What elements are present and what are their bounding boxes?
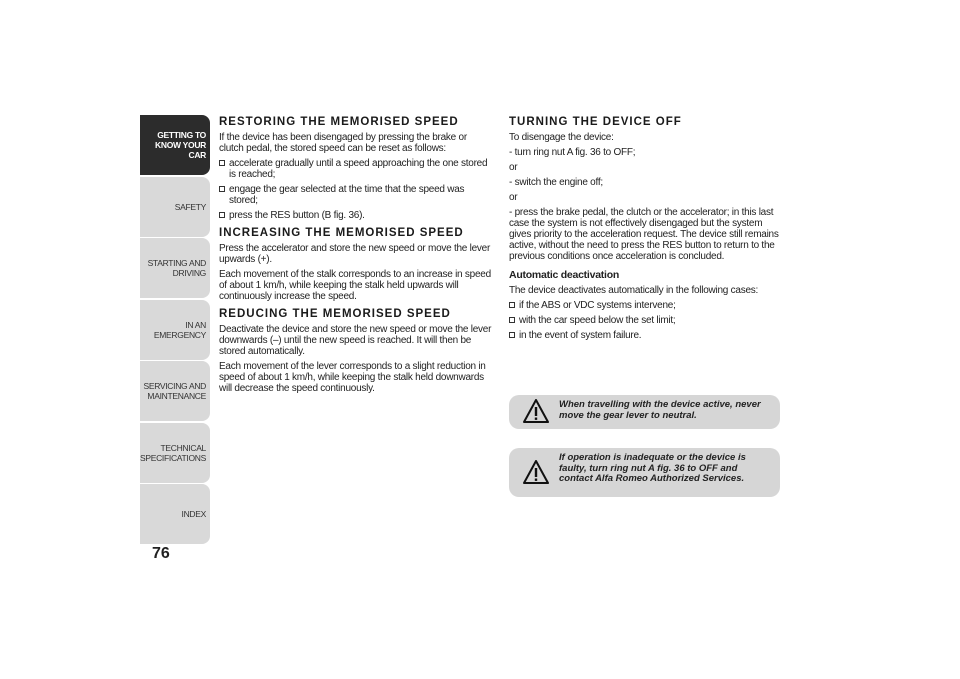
restore-heading: RESTORING THE MEMORISED SPEED (219, 116, 459, 128)
warning-triangle-icon (523, 399, 549, 423)
warning-box (509, 395, 780, 429)
right-column (509, 116, 781, 347)
reduce-section (219, 308, 493, 394)
auto-section (509, 270, 781, 341)
tab-safety[interactable]: SAFETY (140, 177, 210, 237)
restore-section (219, 116, 493, 221)
off-intro: To disengage the device: (509, 132, 614, 143)
off-line-2: - switch the engine off; (509, 177, 603, 188)
increase-section (219, 227, 493, 302)
tab-technical-specifications[interactable]: TECHNICAL SPECIFICATIONS (140, 423, 210, 483)
left-column (219, 116, 493, 400)
off-or-2: or (509, 192, 518, 203)
tab-index[interactable]: INDEX (140, 484, 210, 544)
increase-paragraph-1: Press the accelerator and store the new speed or move the lever upwards (+). (219, 243, 491, 265)
auto-intro: The device deactivates automatically in the following cases: (509, 285, 759, 296)
off-line-3: - press the brake pedal, the clutch or the accelerator; in this last case the system is not effectively disengaged but the system gives priority to the acceleration request. The device still remains active, without the need to press the RES button to return to the previous conditions once acceleration is concluded. (509, 207, 779, 262)
auto-heading: Automatic deactivation (509, 269, 620, 281)
list-item: accelerate gradually until a speed approaching the one stored is reached; (219, 158, 493, 180)
warning-triangle-icon (523, 460, 549, 484)
page-number: 76 (152, 545, 170, 562)
off-or-1: or (509, 162, 518, 173)
reduce-paragraph-2: Each movement of the lever corresponds to a slight reduction in speed of about 1 km/h, while keeping the stalk held downwards will decrease the speed continuously. (219, 361, 486, 394)
tab-servicing-and-maintenance[interactable]: SERVICING AND MAINTENANCE (140, 361, 210, 421)
list-item: press the RES button (B fig. 36). (219, 210, 493, 221)
list-item: if the ABS or VDC systems intervene; (509, 300, 781, 311)
tab-starting-and-driving[interactable]: STARTING AND DRIVING (140, 238, 210, 298)
restore-intro: If the device has been disengaged by pressing the brake or clutch pedal, the stored speed can be reset as follows: (219, 132, 467, 154)
off-section (509, 116, 781, 262)
warning-box (509, 448, 780, 497)
off-heading: TURNING THE DEVICE OFF (509, 116, 682, 128)
warning-text: If operation is inadequate or the device is faulty, turn ring nut A fig. 36 to OFF and contact Alfa Romeo Authorized Services. (559, 452, 746, 484)
list-item: in the event of system failure. (509, 330, 781, 341)
chapter-sidebar (140, 115, 210, 546)
tab-in-an-emergency[interactable]: IN AN EMERGENCY (140, 300, 210, 360)
list-item: with the car speed below the set limit; (509, 315, 781, 326)
increase-heading: INCREASING THE MEMORISED SPEED (219, 227, 464, 239)
list-item: engage the gear selected at the time that the speed was stored; (219, 184, 493, 206)
warning-text: When travelling with the device active, never move the gear lever to neutral. (559, 399, 761, 421)
reduce-heading: REDUCING THE MEMORISED SPEED (219, 308, 451, 320)
tab-getting-to-know-your-car[interactable]: GETTING TO KNOW YOUR CAR (140, 115, 210, 175)
reduce-paragraph-1: Deactivate the device and store the new speed or move the lever downwards (–) until the new speed is reached. It will then be stored automatically. (219, 324, 492, 357)
off-line-1: - turn ring nut A fig. 36 to OFF; (509, 147, 636, 158)
increase-paragraph-2: Each movement of the stalk corresponds to an increase in speed of about 1 km/h, while keeping the stalk held upwards will continuously increase the speed. (219, 269, 491, 302)
